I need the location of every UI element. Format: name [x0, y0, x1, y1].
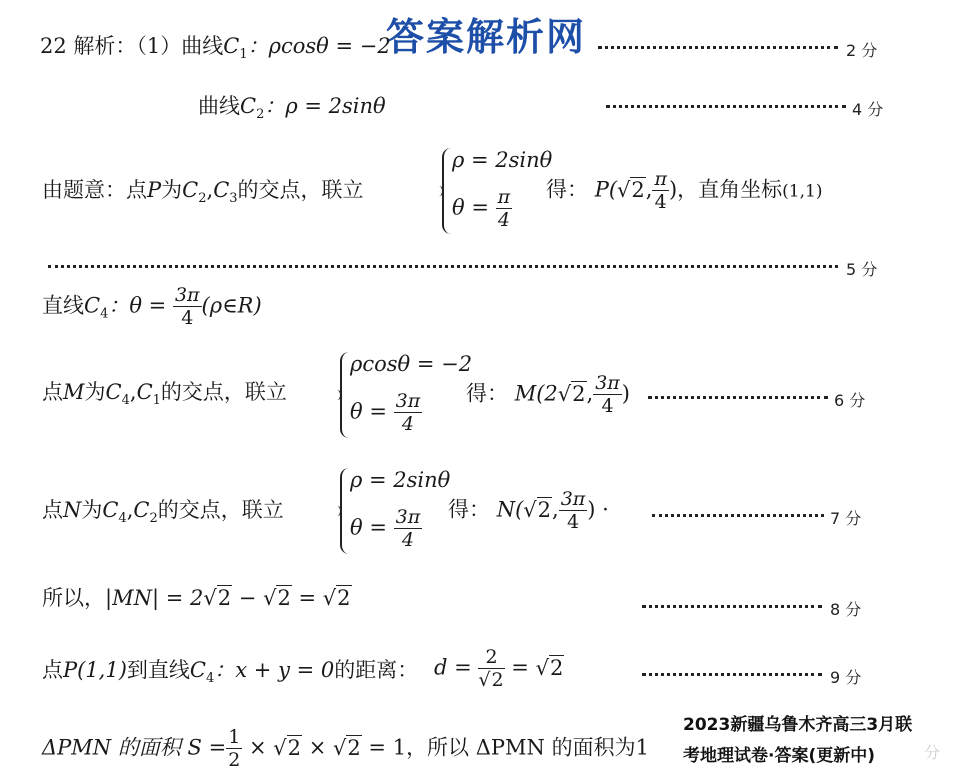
score-dots-3 — [48, 265, 838, 268]
distance-formula: d = $\frac{2}{√2}$ = √2 — [434, 646, 564, 691]
line-intersection-n: 点N为$C_4,C_2$的交点，联立 — [42, 498, 284, 526]
line-distance: 点P(1,1)到直线$C_4$：x + y = 0的距离： — [42, 658, 419, 686]
sqrt: √2 — [263, 586, 291, 610]
fraction: $\frac{3\pi}{4}$ — [395, 390, 421, 435]
line-curve-c1: 22 解析：（1）曲线$C_1$：ρcosθ = −2 — [40, 34, 391, 62]
system-eq-1: ρ = 2sinθ — [452, 148, 553, 172]
line-area: ΔPMN 的面积 S = $\frac{1}{2}$ × √2 × √2 = 1，所以 ΔPMN 的面积为1 — [42, 726, 649, 771]
sqrt: √2 — [332, 735, 361, 760]
sqrt: √2 — [557, 381, 586, 406]
sqrt: √2 — [203, 586, 232, 610]
fraction: $\frac{3\pi}{4}$ — [395, 506, 421, 551]
fraction: $\frac{3\pi}{4}$ — [560, 488, 586, 533]
system-eq-2: θ = $\frac{3\pi}{4}$ — [350, 506, 421, 551]
score-1: 2 分 — [846, 41, 878, 60]
system-eq-2: θ = $\frac{\pi}{4}$ — [452, 186, 511, 231]
score-6: 8 分 — [830, 600, 862, 619]
source-badge-line2: 考地理试卷·答案(更新中) — [683, 746, 875, 766]
score-5: 7 分 — [830, 509, 862, 528]
score-dots-2 — [606, 105, 846, 108]
fraction: $\frac{1}{2}$ — [228, 726, 241, 771]
score-3: 5 分 — [846, 260, 878, 279]
fraction: $\frac{\pi}{4}$ — [497, 186, 511, 231]
line-c4: 直线$C_4$：θ = $\frac{3\pi}{4}$ (ρ∈R) — [42, 284, 262, 329]
fraction: $\frac{\pi}{4}$ — [654, 168, 667, 213]
sqrt: √2 — [535, 655, 564, 680]
score-2: 4 分 — [852, 100, 884, 119]
source-badge — [683, 710, 953, 766]
sqrt: √2 — [478, 669, 504, 691]
line-intersection-m: 点M为$C_4,C_1$的交点，联立 — [42, 380, 287, 408]
result-n: 得： N(√2, $\frac{3\pi}{4}$ ) · — [448, 488, 609, 533]
sqrt: √2 — [322, 586, 351, 610]
system-eq-2: θ = $\frac{3\pi}{4}$ — [350, 390, 421, 435]
score-dots-6 — [642, 605, 822, 608]
fraction: $\frac{3\pi}{4}$ — [174, 284, 200, 329]
line-curve-c2: 曲线$C_2$：ρ = 2sinθ — [198, 94, 386, 122]
watermark: 答案解析网 — [386, 15, 587, 59]
result-m: 得： M(2√2, $\frac{3\pi}{4}$ ) — [466, 372, 630, 417]
score-dots-5 — [652, 514, 824, 517]
sqrt: √2 — [273, 735, 302, 760]
line-intersection-p: 由题意：点P为$C_2,C_3$的交点，联立 — [42, 178, 364, 206]
result-p: 得： P(√2, $\frac{\pi}{4}$ )，直角坐标(1,1) — [546, 168, 823, 213]
fraction: $\frac{3\pi}{4}$ — [595, 372, 620, 417]
score-dots-7 — [642, 673, 822, 676]
sqrt: √2 — [617, 177, 645, 202]
system-eq-1: ρcosθ = −2 — [350, 352, 473, 376]
sqrt: √2 — [523, 497, 552, 522]
fraction: $\frac{2}{√2}$ — [478, 646, 504, 691]
score-dots-4 — [648, 396, 828, 399]
line-mn-length: 所以，|MN| = 2√2 − √2 = √2 — [42, 586, 351, 610]
system-eq-1: ρ = 2sinθ — [350, 468, 451, 492]
score-7: 9 分 — [830, 668, 862, 687]
score-4: 6 分 — [834, 391, 866, 410]
score-dots-1 — [598, 46, 838, 49]
source-badge-line1: 2023新疆乌鲁木齐高三3月联 — [683, 715, 913, 735]
